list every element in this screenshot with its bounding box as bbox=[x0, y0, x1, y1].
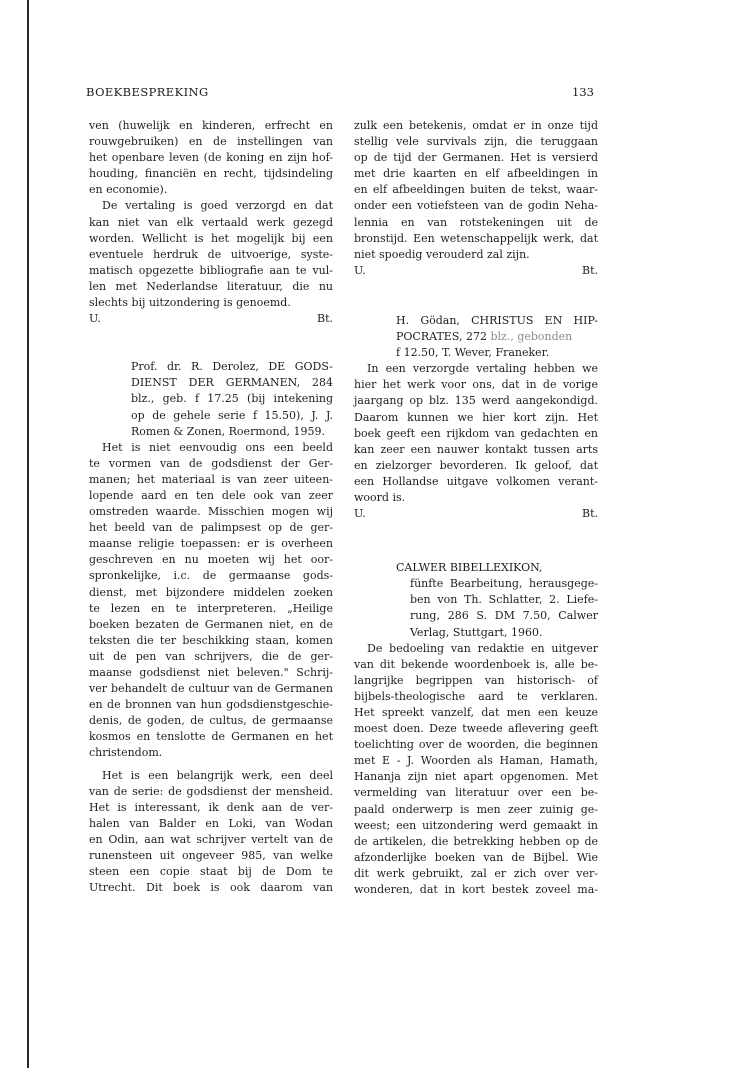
review-heading bbox=[89, 359, 333, 439]
signature-initial: U. bbox=[354, 263, 366, 277]
text-line: met drie kaarten en elf afbeeldingen in bbox=[354, 167, 598, 181]
text-line: moest doen. Deze tweede aflevering geeft bbox=[354, 722, 598, 736]
text-line: De vertaling is goed verzorgd en dat bbox=[102, 199, 333, 213]
review-heading bbox=[354, 313, 598, 361]
heading-line: op de gehele serie f 15.50), J. J. bbox=[131, 408, 333, 422]
text-line: toelichting over de woorden, die beginnen bbox=[354, 738, 598, 752]
heading-line: H. Gödan, CHRISTUS EN HIP- bbox=[396, 313, 598, 327]
running-header-title: BOEKBESPREKING bbox=[86, 85, 209, 99]
text-line: het beeld van de palimpsest op de ger- bbox=[89, 521, 333, 535]
text-line: runensteen uit ongeveer 985, van welke bbox=[89, 849, 333, 863]
heading-line: rung, 286 S. DM 7.50, Calwer bbox=[410, 609, 598, 623]
heading-line: blz., geb. f 17.25 (bij intekening bbox=[131, 392, 333, 406]
paragraph bbox=[354, 361, 598, 506]
text-line: halen van Balder en Loki, van Wodan bbox=[89, 816, 333, 830]
text-line: hier het werk voor ons, dat in de vorige bbox=[354, 378, 598, 392]
text-line: dienst, met bijzondere middelen zoeken bbox=[89, 585, 333, 599]
text-line: christendom. bbox=[89, 746, 163, 760]
reviewer-signature bbox=[354, 506, 598, 522]
text-line: en de bronnen van hun godsdienstgeschie- bbox=[89, 698, 333, 712]
heading-line: DIENST DER GERMANEN, 284 bbox=[131, 376, 333, 390]
text-line: spronkelijke, i.c. de germaanse gods- bbox=[89, 569, 333, 583]
text-line: worden. Wellicht is het mogelijk bij een bbox=[89, 231, 333, 245]
text-line: stellig vele survivals zijn, die teruggaan bbox=[354, 135, 598, 149]
text-line: len met Nederlandse literatuur, die nu bbox=[89, 279, 333, 293]
text-line: van de serie: de godsdienst der mensheid. bbox=[89, 784, 333, 798]
text-line: Hananja zijn niet apart opgenomen. Met bbox=[354, 770, 598, 784]
text-line: te vormen van de godsdienst der Ger- bbox=[89, 456, 333, 470]
text-line: Het is een belangrijk werk, een deel bbox=[102, 768, 333, 782]
text-line: bijbels-theologische aard te verklaren. bbox=[354, 689, 598, 703]
reviewer-signature bbox=[354, 263, 598, 279]
text-line: weest; een uitzondering werd gemaakt in bbox=[354, 818, 598, 832]
text-line: en economie). bbox=[89, 183, 168, 197]
text-line: afzonderlijke boeken van de Bijbel. Wie bbox=[354, 850, 598, 864]
heading-line: Prof. dr. R. Derolez, DE GODS- bbox=[131, 360, 333, 374]
text-line: onder een votiefsteen van de godin Neha- bbox=[354, 199, 598, 213]
text-line: In een verzorgde vertaling hebben we bbox=[367, 362, 598, 376]
text-line: maanse godsdienst niet beleven." Schrij- bbox=[89, 666, 333, 679]
heading-line: Romen & Zonen, Roermond, 1959. bbox=[131, 424, 325, 438]
text-line: Utrecht. Dit boek is ook daarom van bbox=[89, 881, 333, 895]
text-line: jaargang op blz. 135 werd aangekondigd. bbox=[354, 394, 598, 408]
text-line: rouwgebruiken) en de instellingen van bbox=[89, 135, 333, 149]
paragraph bbox=[354, 118, 598, 263]
text-line: denis, de goden, de cultus, de germaanse bbox=[89, 714, 333, 728]
text-line: lopende aard en ten dele ook van zeer bbox=[89, 488, 333, 502]
text-line: uit de pen van schrijvers, die de ger- bbox=[89, 649, 333, 663]
paragraph bbox=[89, 440, 333, 762]
text-line: slechts bij uitzondering is genoemd. bbox=[89, 296, 291, 310]
signature-reviewer: Bt. bbox=[581, 263, 598, 277]
heading-text: POCRATES, 272 bbox=[396, 330, 491, 344]
text-line: wonderen, dat in kort bestek zoveel ma- bbox=[354, 883, 598, 897]
review-heading bbox=[354, 560, 598, 640]
heading-line bbox=[396, 329, 598, 345]
text-line: op de tijd der Germanen. Het is versierd bbox=[354, 151, 598, 165]
text-line: De bedoeling van redaktie en uitgever bbox=[367, 641, 598, 655]
text-line: teksten die ter beschikking staan, komen bbox=[89, 633, 333, 647]
right-column bbox=[354, 118, 598, 898]
text-line: Het spreekt vanzelf, dat men een keuze bbox=[354, 706, 598, 719]
text-line: en Odin, aan wat schrijver vertelt van de bbox=[89, 832, 333, 846]
text-line: een Hollandse uitgave volkomen verant- bbox=[354, 474, 598, 488]
text-line: niet spoedig verouderd zal zijn. bbox=[354, 247, 530, 261]
text-line: kan zeer een nauwer kontakt tussen arts bbox=[354, 442, 598, 456]
text-line: manen; het materiaal is van zeer uiteen- bbox=[89, 472, 333, 486]
text-line: Daarom kunnen we hier kort zijn. Het bbox=[354, 410, 598, 424]
paragraph bbox=[354, 641, 598, 899]
heading-line: fünfte Bearbeitung, herausgege- bbox=[410, 577, 598, 591]
paragraph bbox=[89, 768, 333, 897]
text-line: eventuele herdruk de uitvoerige, syste- bbox=[89, 247, 333, 261]
text-line: paald onderwerp is men zeer zuinig ge- bbox=[354, 802, 598, 816]
text-line: en elf afbeeldingen buiten de tekst, waar- bbox=[354, 183, 598, 197]
text-line: dit werk gebruikt, zal er zich over ver- bbox=[354, 866, 598, 880]
text-line: boeken bezaten de Germanen niet, en de bbox=[89, 617, 333, 631]
text-line: geschreven en nu moeten wij het oor- bbox=[89, 553, 333, 567]
text-line: het openbare leven (de koning en zijn hof- bbox=[89, 151, 333, 165]
text-line: bronstijd. Een wetenschappelijk werk, dat bbox=[354, 231, 598, 245]
page-number: 133 bbox=[572, 85, 594, 99]
text-line: langrijke begrippen van historisch- of bbox=[354, 673, 598, 687]
left-column bbox=[89, 118, 333, 896]
signature-reviewer: Bt. bbox=[316, 312, 333, 326]
text-line: houding, financiën en recht, tijdsindeling bbox=[89, 167, 333, 181]
signature-initial: U. bbox=[354, 507, 366, 521]
signature-initial: U. bbox=[89, 312, 101, 326]
text-line: omstreden waarde. Misschien mogen wij bbox=[89, 505, 333, 519]
heading-line: Verlag, Stuttgart, 1960. bbox=[410, 625, 543, 639]
text-line: met E - J. Woorden als Haman, Hamath, bbox=[354, 754, 598, 768]
heading-line: ben von Th. Schlatter, 2. Liefe- bbox=[410, 593, 598, 607]
heading-text-faint: blz., gebonden bbox=[490, 330, 573, 344]
page-edge-line bbox=[27, 0, 29, 1068]
text-line: ver behandelt de cultuur van de Germanen bbox=[89, 682, 333, 696]
text-line: matisch opgezette bibliografie aan te vul- bbox=[89, 263, 333, 277]
text-line: zulk een betekenis, omdat er in onze tijd bbox=[354, 119, 598, 132]
text-line: van dit bekende woordenboek is, alle be- bbox=[354, 657, 598, 671]
text-line: kosmos en tenslotte de Germanen en het bbox=[89, 730, 333, 744]
text-line: woord is. bbox=[354, 490, 406, 504]
paragraph bbox=[89, 198, 333, 311]
heading-line: CALWER BIBELLEXIKON, bbox=[396, 561, 543, 575]
signature-reviewer: Bt. bbox=[581, 507, 598, 521]
text-line: Het is interessant, ik denk aan de ver- bbox=[89, 800, 333, 814]
text-line: Het is niet eenvoudig ons een beeld bbox=[102, 440, 333, 454]
text-line: te lezen en te interpreteren. „Heilige bbox=[89, 601, 333, 615]
text-line: boek geeft een rijkdom van gedachten en bbox=[354, 426, 598, 440]
text-line: lennia en van rotstekeningen uit de bbox=[354, 215, 598, 229]
text-line: de artikelen, die betrekking hebben op de bbox=[354, 834, 598, 848]
text-line: maanse religie toepassen: er is overheen bbox=[89, 537, 333, 551]
text-line: en zielzorger bevorderen. Ik geloof, dat bbox=[354, 458, 598, 472]
heading-line: f 12.50, T. Wever, Franeker. bbox=[396, 346, 550, 360]
paragraph bbox=[89, 118, 333, 198]
text-line: ven (huwelijk en kinderen, erfrecht en bbox=[89, 119, 333, 132]
text-line: steen een copie staat bij de Dom te bbox=[89, 865, 333, 879]
text-line: kan niet van elk vertaald werk gezegd bbox=[89, 215, 333, 229]
text-line: vermelding van literatuur over een be- bbox=[354, 786, 598, 800]
reviewer-signature bbox=[89, 311, 333, 327]
